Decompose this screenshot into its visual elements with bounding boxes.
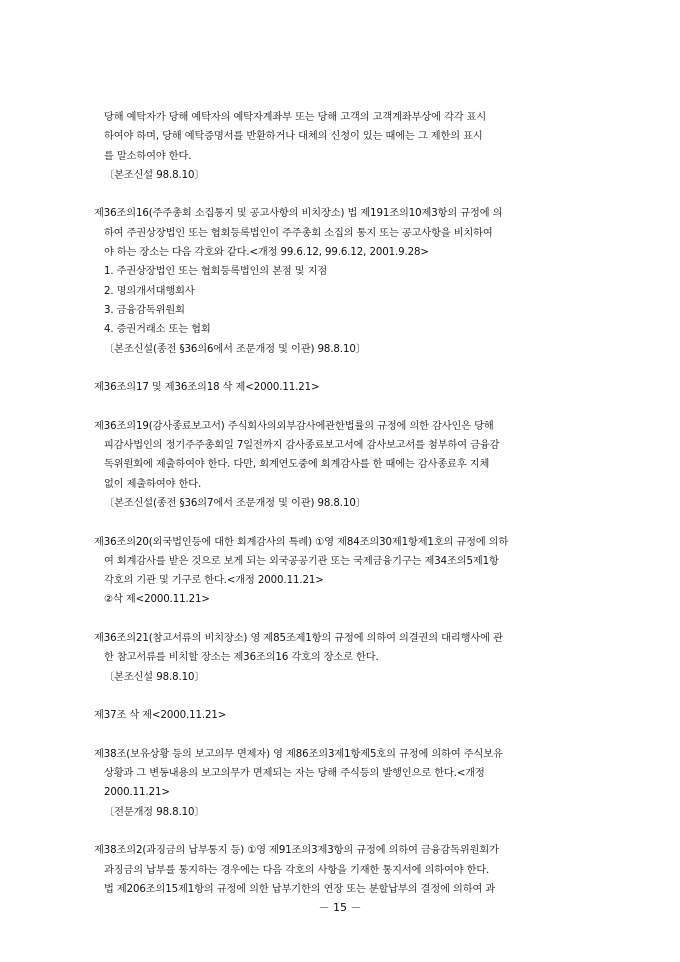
text-line: 〔본조신설 98.8.10〕 <box>104 169 205 181</box>
text-line: 독위원회에 제출하여야 한다. 다만, 회계연도중에 회계감사를 한 때에는 감사종료후 지체 <box>104 459 490 471</box>
text-line: 여 회계감사를 받은 것으로 보게 되는 외국공공기관 또는 국제금융기구는 제34조의5제1항 <box>104 555 499 567</box>
text-line: 〔본조신설 98.8.10〕 <box>104 671 205 683</box>
text-line: 한 참고서류를 비치할 장소는 제36조의16 각호의 장소로 한다. <box>104 652 379 664</box>
article-38-2-paragraph <box>94 841 594 899</box>
text-line: 〔본조신설(종전 §36의7에서 조문개정 및 이관) 98.8.10〕 <box>104 497 366 509</box>
text-line: 4. 증권거래소 또는 협회 <box>104 324 211 336</box>
article-36-20-paragraph <box>94 533 594 610</box>
article-36-19-paragraph <box>94 417 594 513</box>
text-line: 2. 명의개서대행회사 <box>104 285 195 297</box>
text-line: 피감사법인의 정기주주총회일 7일전까지 감사종료보고서에 감사보고서를 첨부하여 금융감 <box>104 440 500 452</box>
text-line: 없이 제출하여야 한다. <box>104 478 202 490</box>
article-36-21-paragraph <box>94 629 594 687</box>
article-38-paragraph <box>94 745 594 822</box>
document-body <box>94 108 594 899</box>
text-line: 각호의 기관 및 기구로 한다.<개정 2000.11.21> <box>104 575 324 587</box>
text-line: 2000.11.21> <box>104 787 170 799</box>
text-line: 제36조의16(주주총회 소집통지 및 공고사항의 비치장소) 법 제191조의10제3항의 규정에 의 <box>94 208 503 220</box>
article-37-paragraph <box>94 706 594 725</box>
text-line: 제36조의21(참고서류의 비치장소) 영 제85조제1항의 규정에 의하여 의결권의 대리행사에 관 <box>94 633 503 645</box>
text-line: 〔전문개정 98.8.10〕 <box>104 806 205 818</box>
page-number: － 15 － <box>318 901 362 914</box>
text-line: 제36조의20(외국법인등에 대한 회계감사의 특례) ①영 제84조의30제1항제1호의 규정에 의하 <box>94 536 509 548</box>
text-line: 제38조의2(과징금의 납부통지 등) ①영 제91조의3제3항의 규정에 의하여 금융감독위원회가 <box>94 845 499 857</box>
text-line: 〔본조신설(종전 §36의6에서 조문개정 및 이관) 98.8.10〕 <box>104 343 366 355</box>
text-line: 야 하는 장소는 다음 각호와 같다.<개정 99.6.12, 99.6.12, 2001.9.28> <box>104 247 429 259</box>
text-line: 3. 금융감독위원회 <box>104 304 185 316</box>
text-line: 법 제206조의15제1항의 규정에 의한 납부기한의 연장 또는 분할납부의 결정에 의하여 과 <box>104 883 496 895</box>
intro-paragraph <box>94 108 594 185</box>
text-line: 과징금의 납부를 통지하는 경우에는 다음 각호의 사항을 기재한 통지서에 의하여야 한다. <box>104 864 490 876</box>
text-line: 하여야 하며, 당해 예탁증명서를 반환하거나 대체의 신청이 있는 때에는 그 제한의 표시 <box>104 131 483 143</box>
text-line: 제37조 삭 제<2000.11.21> <box>94 710 227 722</box>
text-line: 를 말소하여야 한다. <box>104 150 192 162</box>
text-line: 상황과 그 변동내용의 보고의무가 면제되는 자는 당해 주식등의 발행인으로 한다.<개정 <box>104 768 485 780</box>
article-36-17-paragraph <box>94 378 594 397</box>
text-line: ②삭 제<2000.11.21> <box>104 594 210 606</box>
text-line: 1. 주권상장법인 또는 협회등록법인의 본점 및 지점 <box>104 266 328 278</box>
text-line: 제38조(보유상황 등의 보고의무 면제자) 영 제86조의3제1항제5호의 규정에 의하여 주식보유 <box>94 748 503 760</box>
article-36-16-paragraph <box>94 204 594 358</box>
text-line: 제36조의19(감사종료보고서) 주식회사의외부감사에관한법률의 규정에 의한 감사인은 당해 <box>94 420 494 432</box>
text-line: 제36조의17 및 제36조의18 삭 제<2000.11.21> <box>94 382 320 394</box>
text-line: 당해 예탁자가 당해 예탁자의 예탁자계좌부 또는 당해 고객의 고객계좌부상에 각각 표시 <box>104 112 487 123</box>
text-line: 하여 주권상장법인 또는 협회등록법인이 주주총회 소집의 통지 또는 공고사항을 비치하여 <box>104 227 493 239</box>
